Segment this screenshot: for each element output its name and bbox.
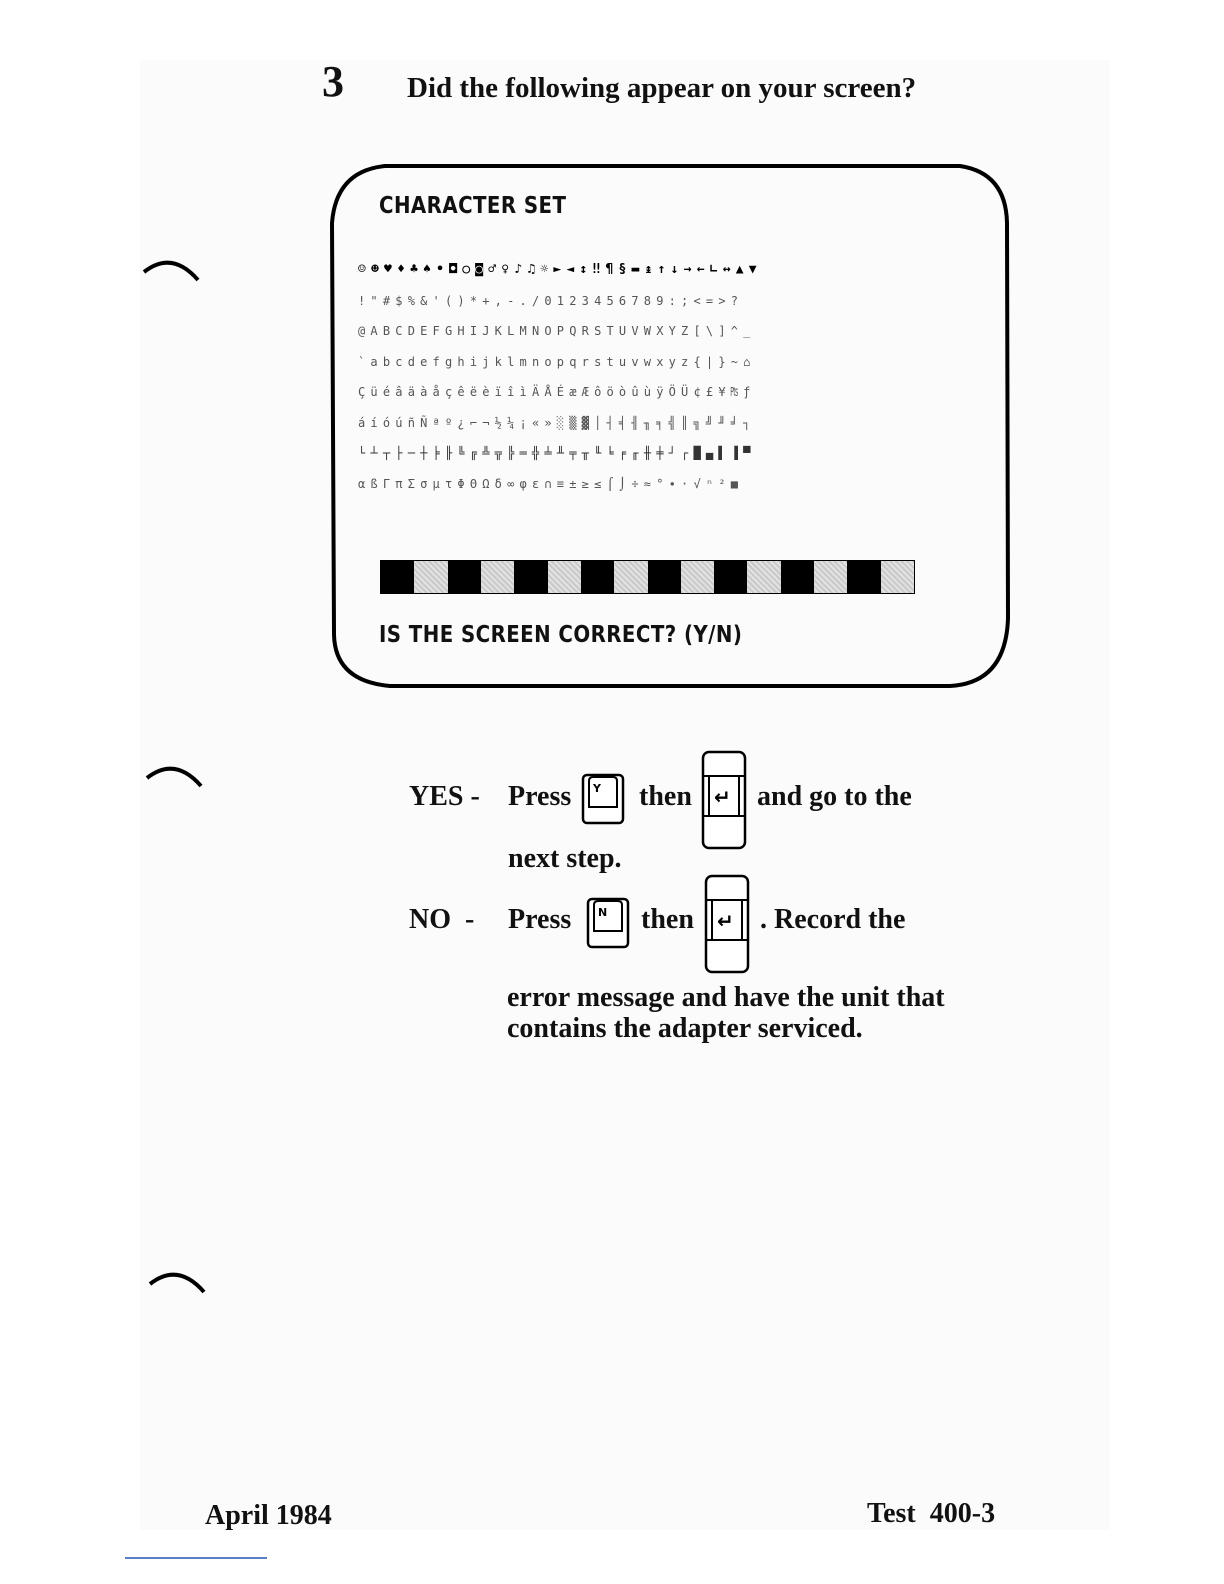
enter-key-icon (704, 874, 750, 974)
bar-segment (414, 561, 447, 593)
footer-date: April 1984 (205, 1500, 332, 1531)
no-continuation-line2: contains the adapter serviced. (507, 1013, 863, 1044)
step-question: Did the following appear on your screen? (407, 72, 917, 104)
enter-key-glyph: ↵ (717, 909, 734, 933)
bar-segment (514, 561, 547, 593)
bar-segment (681, 561, 714, 593)
yes-press-text: Press (508, 781, 572, 812)
n-key-letter: N (598, 906, 608, 919)
bar-segment (448, 561, 481, 593)
yes-then-text: then (639, 781, 692, 812)
charset-row: `abcdefghijklmnopqrstuvwxyz{|}~⌂ (358, 354, 756, 369)
footer-test-id: Test 400-3 (867, 1498, 996, 1529)
no-label: NO - (409, 904, 475, 935)
bar-segment (814, 561, 847, 593)
yes-label: YES - (409, 781, 480, 812)
bar-segment (648, 561, 681, 593)
bar-segment (714, 561, 747, 593)
yes-continuation: next step. (508, 843, 622, 874)
yes-after-text: and go to the (757, 781, 912, 812)
y-key-letter: Y (593, 782, 601, 795)
charset-row: ☺☻♥♦♣♠•◘○◙♂♀♪♫☼►◄↕‼¶§▬↨↑↓→←∟↔▲▼ (358, 262, 762, 277)
binder-hole-mark-middle (145, 760, 207, 790)
intensity-bar-strip (380, 560, 915, 594)
bar-segment (847, 561, 880, 593)
charset-row: └┴┬├─┼╞╟╚╔╩╦╠═╬╧╨╤╥╙╘╒╓╫╪┘┌█▄▌▐▀ (358, 446, 756, 460)
no-then-text: then (641, 904, 694, 935)
bar-segment (781, 561, 814, 593)
binder-hole-mark-bottom (148, 1266, 210, 1296)
bar-segment (381, 561, 414, 593)
charset-row: @ABCDEFGHIJKLMNOPQRSTUVWXYZ[\]^_ (358, 324, 756, 338)
no-after-text: . Record the (760, 904, 906, 935)
no-press-text: Press (508, 904, 572, 935)
charset-row: áíóúñÑªº¿⌐¬½¼¡«»░▒▓│┤╡╢╖╕╣║╗╝╜╛┐ (358, 415, 756, 430)
screen-illustration (330, 163, 1010, 688)
n-key-icon (586, 897, 630, 949)
bar-segment (747, 561, 780, 593)
enter-key-icon (701, 750, 747, 850)
step-number: 3 (322, 57, 344, 106)
character-set-grid (358, 255, 938, 499)
bar-segment (581, 561, 614, 593)
y-key-icon (581, 773, 625, 825)
bar-segment (548, 561, 581, 593)
screen-prompt: IS THE SCREEN CORRECT? (Y/N) (379, 622, 743, 648)
bar-segment (614, 561, 647, 593)
bar-segment (881, 561, 914, 593)
binder-hole-mark-top (142, 254, 204, 284)
enter-key-glyph: ↵ (714, 785, 731, 809)
no-continuation-line1: error message and have the unit that (507, 982, 945, 1013)
bar-segment (481, 561, 514, 593)
screen-title: CHARACTER SET (379, 193, 567, 219)
charset-row: !"#$%&'()*+,-./0123456789:;<=>? (358, 293, 744, 308)
charset-row: ÇüéâäàåçêëèïîìÄÅÉæÆôöòûùÿÖÜ¢£¥₧ƒ (358, 385, 756, 399)
charset-row: αßΓπΣσµτΦΘΩδ∞φε∩≡±≥≤⌠⌡÷≈°∙·√ⁿ²■ (358, 476, 744, 491)
footer-rule (125, 1557, 267, 1559)
